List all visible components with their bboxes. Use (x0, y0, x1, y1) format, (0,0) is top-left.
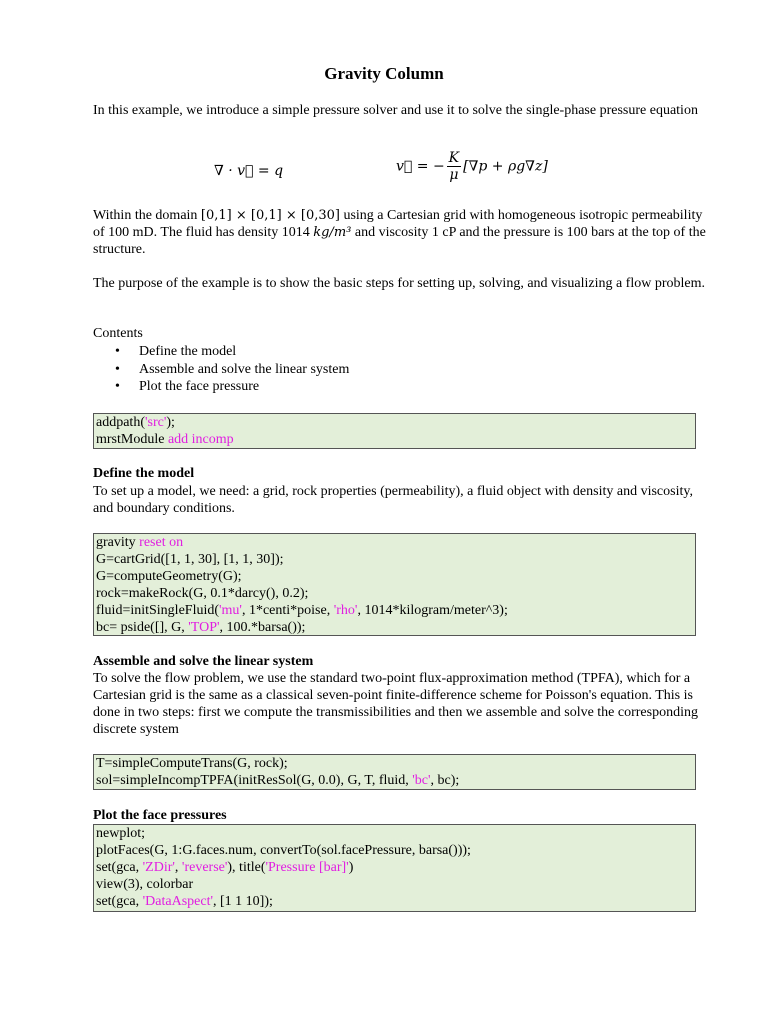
contents-item[interactable]: • Plot the face pressure (93, 378, 349, 396)
section-heading-assemble: Assemble and solve the linear system (93, 654, 314, 669)
code-line: plotFaces(G, 1:G.faces.num, convertTo(sol.facePressure, barsa())); (96, 843, 471, 858)
code-line: G=computeGeometry(G); (96, 569, 242, 584)
code-line: set(gca, 'DataAspect', [1 1 10]); (96, 894, 273, 909)
code-line: fluid=initSingleFluid('mu', 1*centi*poise, 'rho', 1014*kilogram/meter^3); (96, 603, 508, 618)
contents-item[interactable]: • Assemble and solve the linear system (93, 361, 349, 379)
page-title: Gravity Column (324, 64, 444, 83)
fraction-numerator: K (448, 150, 460, 166)
code-line: rock=makeRock(G, 0.1*darcy(), 0.2); (96, 586, 309, 601)
define-paragraph: To set up a model, we need: a grid, rock properties (permeability), a fluid object with density and viscosity, and boundary conditions. (93, 484, 693, 516)
domain-text-2: using a Cartesian grid with homogeneous isotropic permeability of 100 mD. The fluid has density 1014 (93, 208, 703, 240)
code-line: set(gca, 'ZDir', 'reverse'), title('Pressure [bar]') (96, 860, 354, 875)
domain-text-1: Within the domain (93, 208, 201, 223)
code-block-solve (93, 754, 696, 790)
code-line: bc= pside([], G, 'TOP', 100.*barsa()); (96, 620, 306, 635)
density-unit: kg/m³ (313, 225, 352, 240)
code-line: sol=simpleIncompTPFA(initResSol(G, 0.0), G, T, fluid, 'bc', bc); (96, 773, 460, 788)
code-line: newplot; (96, 826, 145, 841)
domain-math: [0,1] × [0,1] × [0,30] (200, 208, 340, 223)
darcy-lhs: v⃗ = − (396, 158, 445, 175)
divergence-equation: ∇ · v⃗ = q (214, 163, 284, 179)
code-block-model (93, 533, 696, 636)
domain-paragraph (93, 207, 708, 258)
code-block-plot (93, 824, 696, 912)
code-line: G=cartGrid([1, 1, 30], [1, 1, 30]); (96, 552, 284, 567)
code-block-setup (93, 413, 696, 449)
assemble-paragraph: To solve the flow problem, we use the standard two-point flux-approximation method (TPFA), which for a Cartesian grid is the same as a classical seven-point finite-difference scheme for Poisson's equation. This is done in two steps: first we compute the transmissibilities and then we assemble and solve the corresponding discrete system (93, 671, 698, 737)
code-line: T=simpleComputeTrans(G, rock); (96, 756, 288, 771)
darcy-equation (396, 150, 548, 183)
darcy-rhs: [∇p + ρg∇z] (463, 158, 548, 175)
purpose-paragraph: The purpose of the example is to show the basic steps for setting up, solving, and visualizing a flow problem. (93, 276, 705, 291)
contents-item[interactable]: • Define the model (93, 343, 349, 361)
code-line: mrstModule add incomp (96, 432, 234, 447)
code-line: addpath('src'); (96, 415, 175, 430)
darcy-fraction (447, 150, 461, 183)
section-heading-plot: Plot the face pressures (93, 808, 227, 823)
fraction-denominator: μ (449, 167, 459, 183)
code-line: gravity reset on (96, 535, 184, 550)
section-heading-define: Define the model (93, 466, 195, 481)
contents-label: Contents (93, 326, 143, 341)
intro-paragraph: In this example, we introduce a simple pressure solver and use it to solve the single-phase pressure equation (93, 103, 698, 118)
code-line: view(3), colorbar (96, 877, 194, 892)
contents-list (93, 343, 349, 396)
domain-text-3: and viscosity 1 cP and the pressure is 100 bars at the top of the structure. (93, 225, 706, 257)
